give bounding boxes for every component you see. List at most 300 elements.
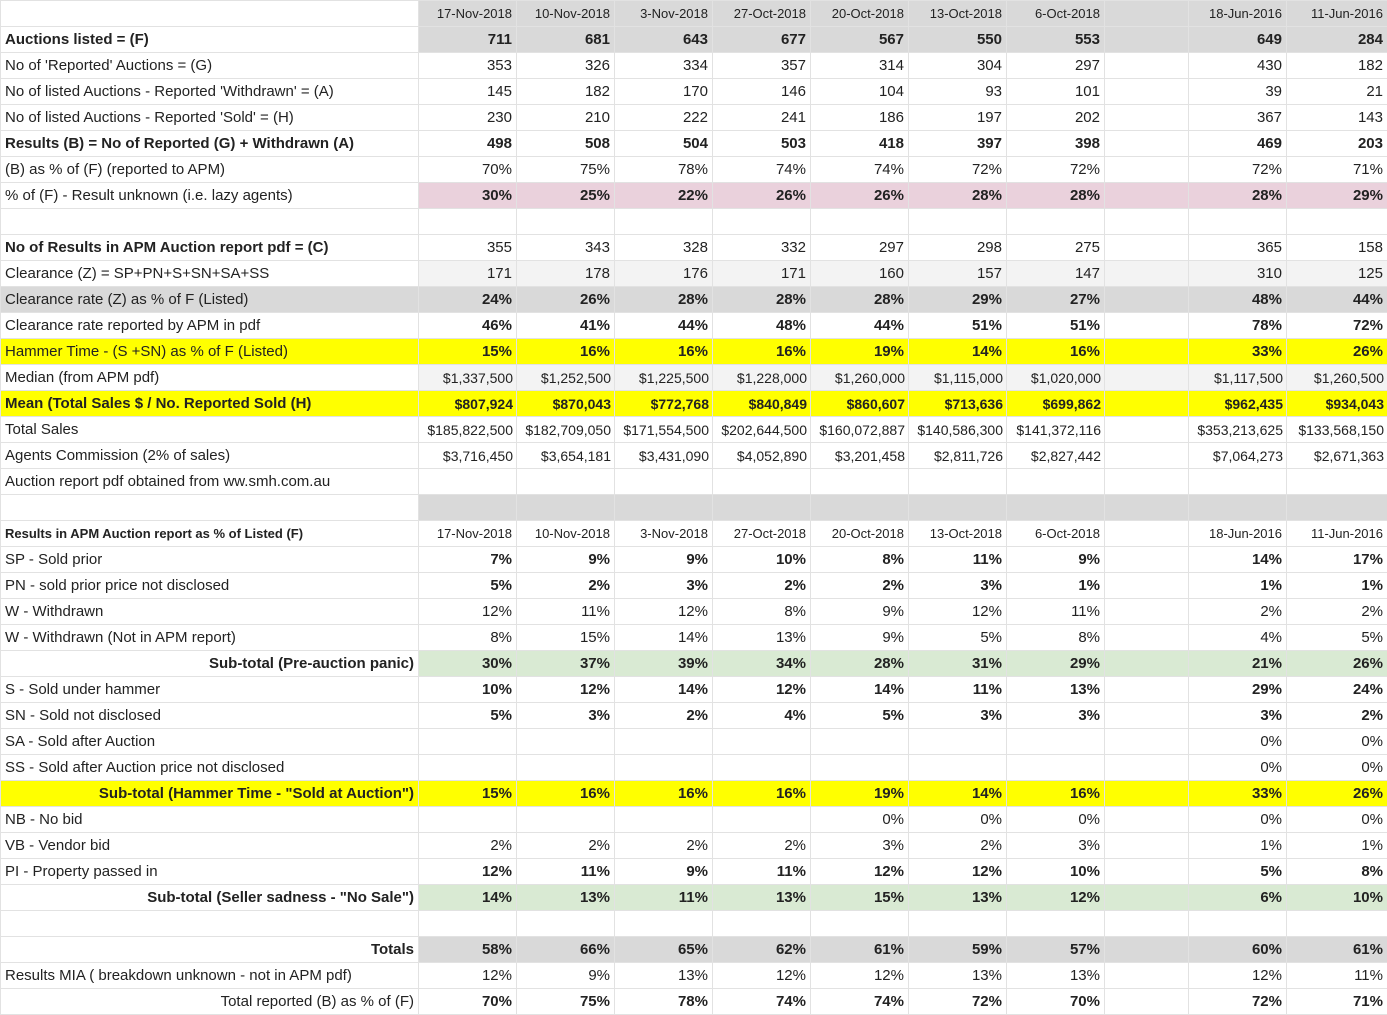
empty-cell[interactable]	[811, 209, 909, 235]
value-cell[interactable]: 147	[1007, 261, 1105, 287]
value-cell[interactable]: 11%	[909, 677, 1007, 703]
value-cell[interactable]: 2%	[1287, 703, 1387, 729]
value-cell[interactable]: 72%	[909, 157, 1007, 183]
value-cell[interactable]: 11%	[713, 859, 811, 885]
spacer-cell[interactable]	[1105, 417, 1189, 443]
value-cell[interactable]: 171	[713, 261, 811, 287]
date-header-cell[interactable]: 10-Nov-2018	[517, 521, 615, 547]
value-cell[interactable]: 2%	[419, 833, 517, 859]
date-header-cell[interactable]: 27-Oct-2018	[713, 1, 811, 27]
value-cell[interactable]: 10%	[1007, 859, 1105, 885]
value-cell[interactable]: 2%	[1189, 599, 1287, 625]
empty-cell[interactable]	[713, 209, 811, 235]
spacer-cell[interactable]	[1105, 157, 1189, 183]
date-header-cell[interactable]: 27-Oct-2018	[713, 521, 811, 547]
spacer-cell[interactable]	[1105, 677, 1189, 703]
value-cell[interactable]: 0%	[909, 807, 1007, 833]
value-cell[interactable]: 649	[1189, 27, 1287, 53]
value-cell[interactable]: $3,431,090	[615, 443, 713, 469]
value-cell[interactable]: 157	[909, 261, 1007, 287]
value-cell[interactable]: 230	[419, 105, 517, 131]
value-cell[interactable]: 14%	[1189, 547, 1287, 573]
value-cell[interactable]: 13%	[1007, 677, 1105, 703]
value-cell[interactable]: $840,849	[713, 391, 811, 417]
date-header-cell[interactable]: 6-Oct-2018	[1007, 1, 1105, 27]
value-cell[interactable]: 13%	[615, 963, 713, 989]
value-cell[interactable]: 314	[811, 53, 909, 79]
row-label-cell[interactable]: Results (B) = No of Reported (G) + Withdrawn (A)	[1, 131, 419, 157]
value-cell[interactable]: 13%	[517, 885, 615, 911]
value-cell[interactable]: 78%	[1189, 313, 1287, 339]
row-label-cell[interactable]: No of 'Reported' Auctions = (G)	[1, 53, 419, 79]
empty-cell[interactable]	[419, 209, 517, 235]
row-label-cell[interactable]: Results in APM Auction report as % of Listed (F)	[1, 521, 419, 547]
date-header-cell[interactable]: 18-Jun-2016	[1189, 1, 1287, 27]
value-cell[interactable]: 3%	[811, 833, 909, 859]
empty-cell[interactable]	[1007, 911, 1105, 937]
value-cell[interactable]: 12%	[811, 963, 909, 989]
empty-cell[interactable]	[615, 495, 713, 521]
spacer-cell[interactable]	[1105, 703, 1189, 729]
spacer-cell[interactable]	[1105, 287, 1189, 313]
row-label-cell[interactable]: W - Withdrawn (Not in APM report)	[1, 625, 419, 651]
value-cell[interactable]: 58%	[419, 937, 517, 963]
value-cell[interactable]: 19%	[811, 339, 909, 365]
value-cell[interactable]	[713, 729, 811, 755]
value-cell[interactable]: 16%	[1007, 781, 1105, 807]
spacer-cell[interactable]	[1105, 443, 1189, 469]
value-cell[interactable]: 2%	[713, 833, 811, 859]
value-cell[interactable]: 14%	[909, 339, 1007, 365]
value-cell[interactable]: 15%	[419, 339, 517, 365]
spacer-cell[interactable]	[1105, 755, 1189, 781]
row-label-cell[interactable]: Clearance rate (Z) as % of F (Listed)	[1, 287, 419, 313]
value-cell[interactable]: 355	[419, 235, 517, 261]
value-cell[interactable]: 16%	[517, 781, 615, 807]
value-cell[interactable]: 12%	[909, 599, 1007, 625]
empty-cell[interactable]	[1189, 209, 1287, 235]
value-cell[interactable]: $133,568,150	[1287, 417, 1387, 443]
value-cell[interactable]: 15%	[419, 781, 517, 807]
spacer-cell[interactable]	[1105, 599, 1189, 625]
spacer-cell[interactable]	[1105, 183, 1189, 209]
value-cell[interactable]: 2%	[811, 573, 909, 599]
value-cell[interactable]	[811, 729, 909, 755]
value-cell[interactable]: 160	[811, 261, 909, 287]
value-cell[interactable]: 9%	[811, 625, 909, 651]
value-cell[interactable]: 41%	[517, 313, 615, 339]
value-cell[interactable]: 203	[1287, 131, 1387, 157]
row-label-cell[interactable]: VB - Vendor bid	[1, 833, 419, 859]
value-cell[interactable]: 12%	[615, 599, 713, 625]
value-cell[interactable]: $1,228,000	[713, 365, 811, 391]
value-cell[interactable]: 0%	[1189, 755, 1287, 781]
empty-cell[interactable]	[615, 911, 713, 937]
value-cell[interactable]: 365	[1189, 235, 1287, 261]
value-cell[interactable]: 503	[713, 131, 811, 157]
value-cell[interactable]: 28%	[909, 183, 1007, 209]
empty-cell[interactable]	[1287, 911, 1387, 937]
value-cell[interactable]: 9%	[811, 599, 909, 625]
value-cell[interactable]: 0%	[1189, 729, 1287, 755]
value-cell[interactable]: 12%	[811, 859, 909, 885]
value-cell[interactable]: $1,260,000	[811, 365, 909, 391]
value-cell[interactable]: 44%	[1287, 287, 1387, 313]
row-label-cell[interactable]: NB - No bid	[1, 807, 419, 833]
value-cell[interactable]: 430	[1189, 53, 1287, 79]
value-cell[interactable]: 13%	[713, 625, 811, 651]
value-cell[interactable]: 30%	[419, 183, 517, 209]
value-cell[interactable]: 26%	[517, 287, 615, 313]
value-cell[interactable]: 13%	[909, 885, 1007, 911]
value-cell[interactable]: 171	[419, 261, 517, 287]
value-cell[interactable]: 9%	[1007, 547, 1105, 573]
value-cell[interactable]: 21%	[1189, 651, 1287, 677]
value-cell[interactable]: 12%	[713, 677, 811, 703]
value-cell[interactable]: 418	[811, 131, 909, 157]
value-cell[interactable]: 0%	[1007, 807, 1105, 833]
date-header-cell[interactable]: 10-Nov-2018	[517, 1, 615, 27]
value-cell[interactable]: $185,822,500	[419, 417, 517, 443]
spacer-cell[interactable]	[1105, 391, 1189, 417]
value-cell[interactable]: 72%	[909, 989, 1007, 1015]
value-cell[interactable]: 33%	[1189, 781, 1287, 807]
value-cell[interactable]: $3,716,450	[419, 443, 517, 469]
value-cell[interactable]: 643	[615, 27, 713, 53]
value-cell[interactable]: $2,811,726	[909, 443, 1007, 469]
spacer-cell[interactable]	[1105, 651, 1189, 677]
row-label-cell[interactable]: Agents Commission (2% of sales)	[1, 443, 419, 469]
value-cell[interactable]: $1,260,500	[1287, 365, 1387, 391]
value-cell[interactable]: 5%	[419, 573, 517, 599]
value-cell[interactable]: 8%	[1287, 859, 1387, 885]
empty-cell[interactable]	[1007, 495, 1105, 521]
row-label-cell[interactable]: PN - sold prior price not disclosed	[1, 573, 419, 599]
value-cell[interactable]: 28%	[615, 287, 713, 313]
value-cell[interactable]: 326	[517, 53, 615, 79]
date-header-cell[interactable]: 6-Oct-2018	[1007, 521, 1105, 547]
value-cell[interactable]: 11%	[1007, 599, 1105, 625]
value-cell[interactable]: 5%	[419, 703, 517, 729]
empty-cell[interactable]	[811, 911, 909, 937]
value-cell[interactable]: 0%	[1287, 755, 1387, 781]
value-cell[interactable]: 5%	[909, 625, 1007, 651]
value-cell[interactable]: 72%	[1189, 157, 1287, 183]
value-cell[interactable]: 75%	[517, 989, 615, 1015]
empty-cell[interactable]	[909, 209, 1007, 235]
value-cell[interactable]: 8%	[811, 547, 909, 573]
value-cell[interactable]	[615, 755, 713, 781]
value-cell[interactable]	[713, 807, 811, 833]
value-cell[interactable]: 550	[909, 27, 1007, 53]
value-cell[interactable]: 29%	[1287, 183, 1387, 209]
value-cell[interactable]: $2,671,363	[1287, 443, 1387, 469]
value-cell[interactable]: 30%	[419, 651, 517, 677]
value-cell[interactable]: 2%	[909, 833, 1007, 859]
value-cell[interactable]: 72%	[1007, 157, 1105, 183]
row-label-cell[interactable]: Clearance (Z) = SP+PN+S+SN+SA+SS	[1, 261, 419, 287]
value-cell[interactable]: 74%	[811, 157, 909, 183]
spacer-cell[interactable]	[1105, 521, 1189, 547]
spacer-cell[interactable]	[1105, 495, 1189, 521]
value-cell[interactable]: 13%	[1007, 963, 1105, 989]
value-cell[interactable]: 75%	[517, 157, 615, 183]
row-label-cell[interactable]: Sub-total (Pre-auction panic)	[1, 651, 419, 677]
value-cell[interactable]	[615, 469, 713, 495]
value-cell[interactable]: 39	[1189, 79, 1287, 105]
empty-cell[interactable]	[517, 495, 615, 521]
value-cell[interactable]: 31%	[909, 651, 1007, 677]
value-cell[interactable]: 711	[419, 27, 517, 53]
value-cell[interactable]	[517, 729, 615, 755]
date-header-cell[interactable]: 13-Oct-2018	[909, 1, 1007, 27]
value-cell[interactable]: 61%	[1287, 937, 1387, 963]
value-cell[interactable]: $182,709,050	[517, 417, 615, 443]
row-label-cell[interactable]: No of Results in APM Auction report pdf = (C)	[1, 235, 419, 261]
value-cell[interactable]: 15%	[811, 885, 909, 911]
value-cell[interactable]: 1%	[1189, 573, 1287, 599]
row-label-cell[interactable]: S - Sold under hammer	[1, 677, 419, 703]
value-cell[interactable]: 176	[615, 261, 713, 287]
row-label-cell[interactable]: (B) as % of (F) (reported to APM)	[1, 157, 419, 183]
spacer-cell[interactable]	[1105, 989, 1189, 1015]
spacer-cell[interactable]	[1105, 573, 1189, 599]
value-cell[interactable]: 29%	[909, 287, 1007, 313]
value-cell[interactable]	[419, 755, 517, 781]
value-cell[interactable]: $772,768	[615, 391, 713, 417]
value-cell[interactable]: 469	[1189, 131, 1287, 157]
value-cell[interactable]: 398	[1007, 131, 1105, 157]
value-cell[interactable]: 353	[419, 53, 517, 79]
value-cell[interactable]: 74%	[713, 989, 811, 1015]
value-cell[interactable]: 553	[1007, 27, 1105, 53]
row-label-cell[interactable]: Clearance rate reported by APM in pdf	[1, 313, 419, 339]
value-cell[interactable]: 101	[1007, 79, 1105, 105]
value-cell[interactable]: 16%	[615, 339, 713, 365]
value-cell[interactable]: $141,372,116	[1007, 417, 1105, 443]
value-cell[interactable]: 5%	[1189, 859, 1287, 885]
row-label-cell[interactable]: No of listed Auctions - Reported 'Sold' = (H)	[1, 105, 419, 131]
value-cell[interactable]: 48%	[713, 313, 811, 339]
value-cell[interactable]: $3,654,181	[517, 443, 615, 469]
value-cell[interactable]: 11%	[517, 859, 615, 885]
value-cell[interactable]: 12%	[713, 963, 811, 989]
value-cell[interactable]: 70%	[1007, 989, 1105, 1015]
row-label-cell[interactable]: Totals	[1, 937, 419, 963]
value-cell[interactable]: 71%	[1287, 157, 1387, 183]
value-cell[interactable]: 12%	[419, 599, 517, 625]
spacer-cell[interactable]	[1105, 729, 1189, 755]
value-cell[interactable]: 297	[811, 235, 909, 261]
spacer-cell[interactable]	[1105, 339, 1189, 365]
date-header-cell[interactable]: 3-Nov-2018	[615, 1, 713, 27]
value-cell[interactable]: 61%	[811, 937, 909, 963]
value-cell[interactable]: 2%	[1287, 599, 1387, 625]
date-header-cell[interactable]: 3-Nov-2018	[615, 521, 713, 547]
value-cell[interactable]: 13%	[909, 963, 1007, 989]
empty-cell[interactable]	[811, 495, 909, 521]
value-cell[interactable]	[419, 469, 517, 495]
value-cell[interactable]: 334	[615, 53, 713, 79]
spacer-cell[interactable]	[1105, 469, 1189, 495]
value-cell[interactable]: $1,337,500	[419, 365, 517, 391]
value-cell[interactable]: 4%	[1189, 625, 1287, 651]
row-label-cell[interactable]	[1, 209, 419, 235]
value-cell[interactable]: 3%	[615, 573, 713, 599]
spacer-cell[interactable]	[1105, 209, 1189, 235]
value-cell[interactable]: 28%	[1189, 183, 1287, 209]
value-cell[interactable]: 0%	[1287, 729, 1387, 755]
value-cell[interactable]: 3%	[1007, 703, 1105, 729]
spacer-cell[interactable]	[1105, 885, 1189, 911]
value-cell[interactable]: 65%	[615, 937, 713, 963]
value-cell[interactable]	[517, 755, 615, 781]
date-header-cell[interactable]: 18-Jun-2016	[1189, 521, 1287, 547]
value-cell[interactable]: 145	[419, 79, 517, 105]
value-cell[interactable]: $870,043	[517, 391, 615, 417]
value-cell[interactable]: $3,201,458	[811, 443, 909, 469]
value-cell[interactable]	[1007, 755, 1105, 781]
empty-cell[interactable]	[517, 911, 615, 937]
value-cell[interactable]: 44%	[615, 313, 713, 339]
value-cell[interactable]: $1,252,500	[517, 365, 615, 391]
value-cell[interactable]: 297	[1007, 53, 1105, 79]
empty-cell[interactable]	[1189, 495, 1287, 521]
spacer-cell[interactable]	[1105, 833, 1189, 859]
spacer-cell[interactable]	[1105, 625, 1189, 651]
row-label-cell[interactable]: SP - Sold prior	[1, 547, 419, 573]
empty-cell[interactable]	[1287, 209, 1387, 235]
value-cell[interactable]: 125	[1287, 261, 1387, 287]
value-cell[interactable]: $353,213,625	[1189, 417, 1287, 443]
value-cell[interactable]: $2,827,442	[1007, 443, 1105, 469]
value-cell[interactable]	[615, 729, 713, 755]
value-cell[interactable]: 28%	[1007, 183, 1105, 209]
empty-cell[interactable]	[1007, 209, 1105, 235]
empty-cell[interactable]	[909, 911, 1007, 937]
value-cell[interactable]: $860,607	[811, 391, 909, 417]
value-cell[interactable]: 222	[615, 105, 713, 131]
value-cell[interactable]: 498	[419, 131, 517, 157]
value-cell[interactable]: 16%	[1007, 339, 1105, 365]
value-cell[interactable]: 298	[909, 235, 1007, 261]
value-cell[interactable]: 3%	[909, 703, 1007, 729]
value-cell[interactable]: 284	[1287, 27, 1387, 53]
value-cell[interactable]: 210	[517, 105, 615, 131]
value-cell[interactable]: 93	[909, 79, 1007, 105]
spacer-cell[interactable]	[1105, 79, 1189, 105]
row-label-cell[interactable]	[1, 1, 419, 27]
value-cell[interactable]	[517, 469, 615, 495]
value-cell[interactable]: 66%	[517, 937, 615, 963]
value-cell[interactable]: 17%	[1287, 547, 1387, 573]
value-cell[interactable]: 15%	[517, 625, 615, 651]
value-cell[interactable]: 146	[713, 79, 811, 105]
row-label-cell[interactable]: SN - Sold not disclosed	[1, 703, 419, 729]
value-cell[interactable]: 26%	[811, 183, 909, 209]
value-cell[interactable]: 74%	[713, 157, 811, 183]
date-header-cell[interactable]: 11-Jun-2016	[1287, 521, 1387, 547]
value-cell[interactable]: 241	[713, 105, 811, 131]
value-cell[interactable]: 71%	[1287, 989, 1387, 1015]
value-cell[interactable]: 51%	[909, 313, 1007, 339]
value-cell[interactable]: 275	[1007, 235, 1105, 261]
value-cell[interactable]: 10%	[419, 677, 517, 703]
value-cell[interactable]	[909, 469, 1007, 495]
value-cell[interactable]: 170	[615, 79, 713, 105]
spacer-cell[interactable]	[1105, 105, 1189, 131]
value-cell[interactable]: 12%	[517, 677, 615, 703]
value-cell[interactable]: 1%	[1189, 833, 1287, 859]
value-cell[interactable]: 504	[615, 131, 713, 157]
value-cell[interactable]: 143	[1287, 105, 1387, 131]
value-cell[interactable]: $807,924	[419, 391, 517, 417]
row-label-cell[interactable]: Auctions listed = (F)	[1, 27, 419, 53]
value-cell[interactable]: 3%	[909, 573, 1007, 599]
spacer-cell[interactable]	[1105, 859, 1189, 885]
value-cell[interactable]: 62%	[713, 937, 811, 963]
value-cell[interactable]: 48%	[1189, 287, 1287, 313]
value-cell[interactable]	[517, 807, 615, 833]
spacer-cell[interactable]	[1105, 1, 1189, 27]
empty-cell[interactable]	[1287, 495, 1387, 521]
value-cell[interactable]: 8%	[419, 625, 517, 651]
value-cell[interactable]: $160,072,887	[811, 417, 909, 443]
row-label-cell[interactable]: Sub-total (Seller sadness - "No Sale")	[1, 885, 419, 911]
spacer-cell[interactable]	[1105, 781, 1189, 807]
date-header-cell[interactable]: 20-Oct-2018	[811, 521, 909, 547]
value-cell[interactable]: 78%	[615, 157, 713, 183]
value-cell[interactable]: 25%	[517, 183, 615, 209]
row-label-cell[interactable]: Auction report pdf obtained from ww.smh.com.au	[1, 469, 419, 495]
value-cell[interactable]: 78%	[615, 989, 713, 1015]
spacer-cell[interactable]	[1105, 911, 1189, 937]
value-cell[interactable]: 14%	[909, 781, 1007, 807]
value-cell[interactable]	[1189, 469, 1287, 495]
value-cell[interactable]: 16%	[713, 781, 811, 807]
value-cell[interactable]	[713, 469, 811, 495]
value-cell[interactable]: 60%	[1189, 937, 1287, 963]
row-label-cell[interactable]: SA - Sold after Auction	[1, 729, 419, 755]
value-cell[interactable]: 26%	[1287, 339, 1387, 365]
value-cell[interactable]: 0%	[1189, 807, 1287, 833]
value-cell[interactable]: 9%	[615, 547, 713, 573]
value-cell[interactable]: 12%	[419, 859, 517, 885]
value-cell[interactable]: 304	[909, 53, 1007, 79]
row-label-cell[interactable]: PI - Property passed in	[1, 859, 419, 885]
value-cell[interactable]: 7%	[419, 547, 517, 573]
value-cell[interactable]	[811, 469, 909, 495]
empty-cell[interactable]	[419, 911, 517, 937]
spacer-cell[interactable]	[1105, 27, 1189, 53]
value-cell[interactable]: 681	[517, 27, 615, 53]
value-cell[interactable]: 74%	[811, 989, 909, 1015]
value-cell[interactable]: 24%	[419, 287, 517, 313]
value-cell[interactable]: 33%	[1189, 339, 1287, 365]
value-cell[interactable]: 29%	[1007, 651, 1105, 677]
value-cell[interactable]: 0%	[1287, 807, 1387, 833]
value-cell[interactable]: $1,020,000	[1007, 365, 1105, 391]
value-cell[interactable]: 28%	[811, 287, 909, 313]
value-cell[interactable]	[909, 729, 1007, 755]
spacer-cell[interactable]	[1105, 261, 1189, 287]
spacer-cell[interactable]	[1105, 365, 1189, 391]
row-label-cell[interactable]: % of (F) - Result unknown (i.e. lazy agents)	[1, 183, 419, 209]
value-cell[interactable]: 14%	[615, 677, 713, 703]
value-cell[interactable]: 2%	[517, 833, 615, 859]
value-cell[interactable]: 44%	[811, 313, 909, 339]
value-cell[interactable]: 6%	[1189, 885, 1287, 911]
